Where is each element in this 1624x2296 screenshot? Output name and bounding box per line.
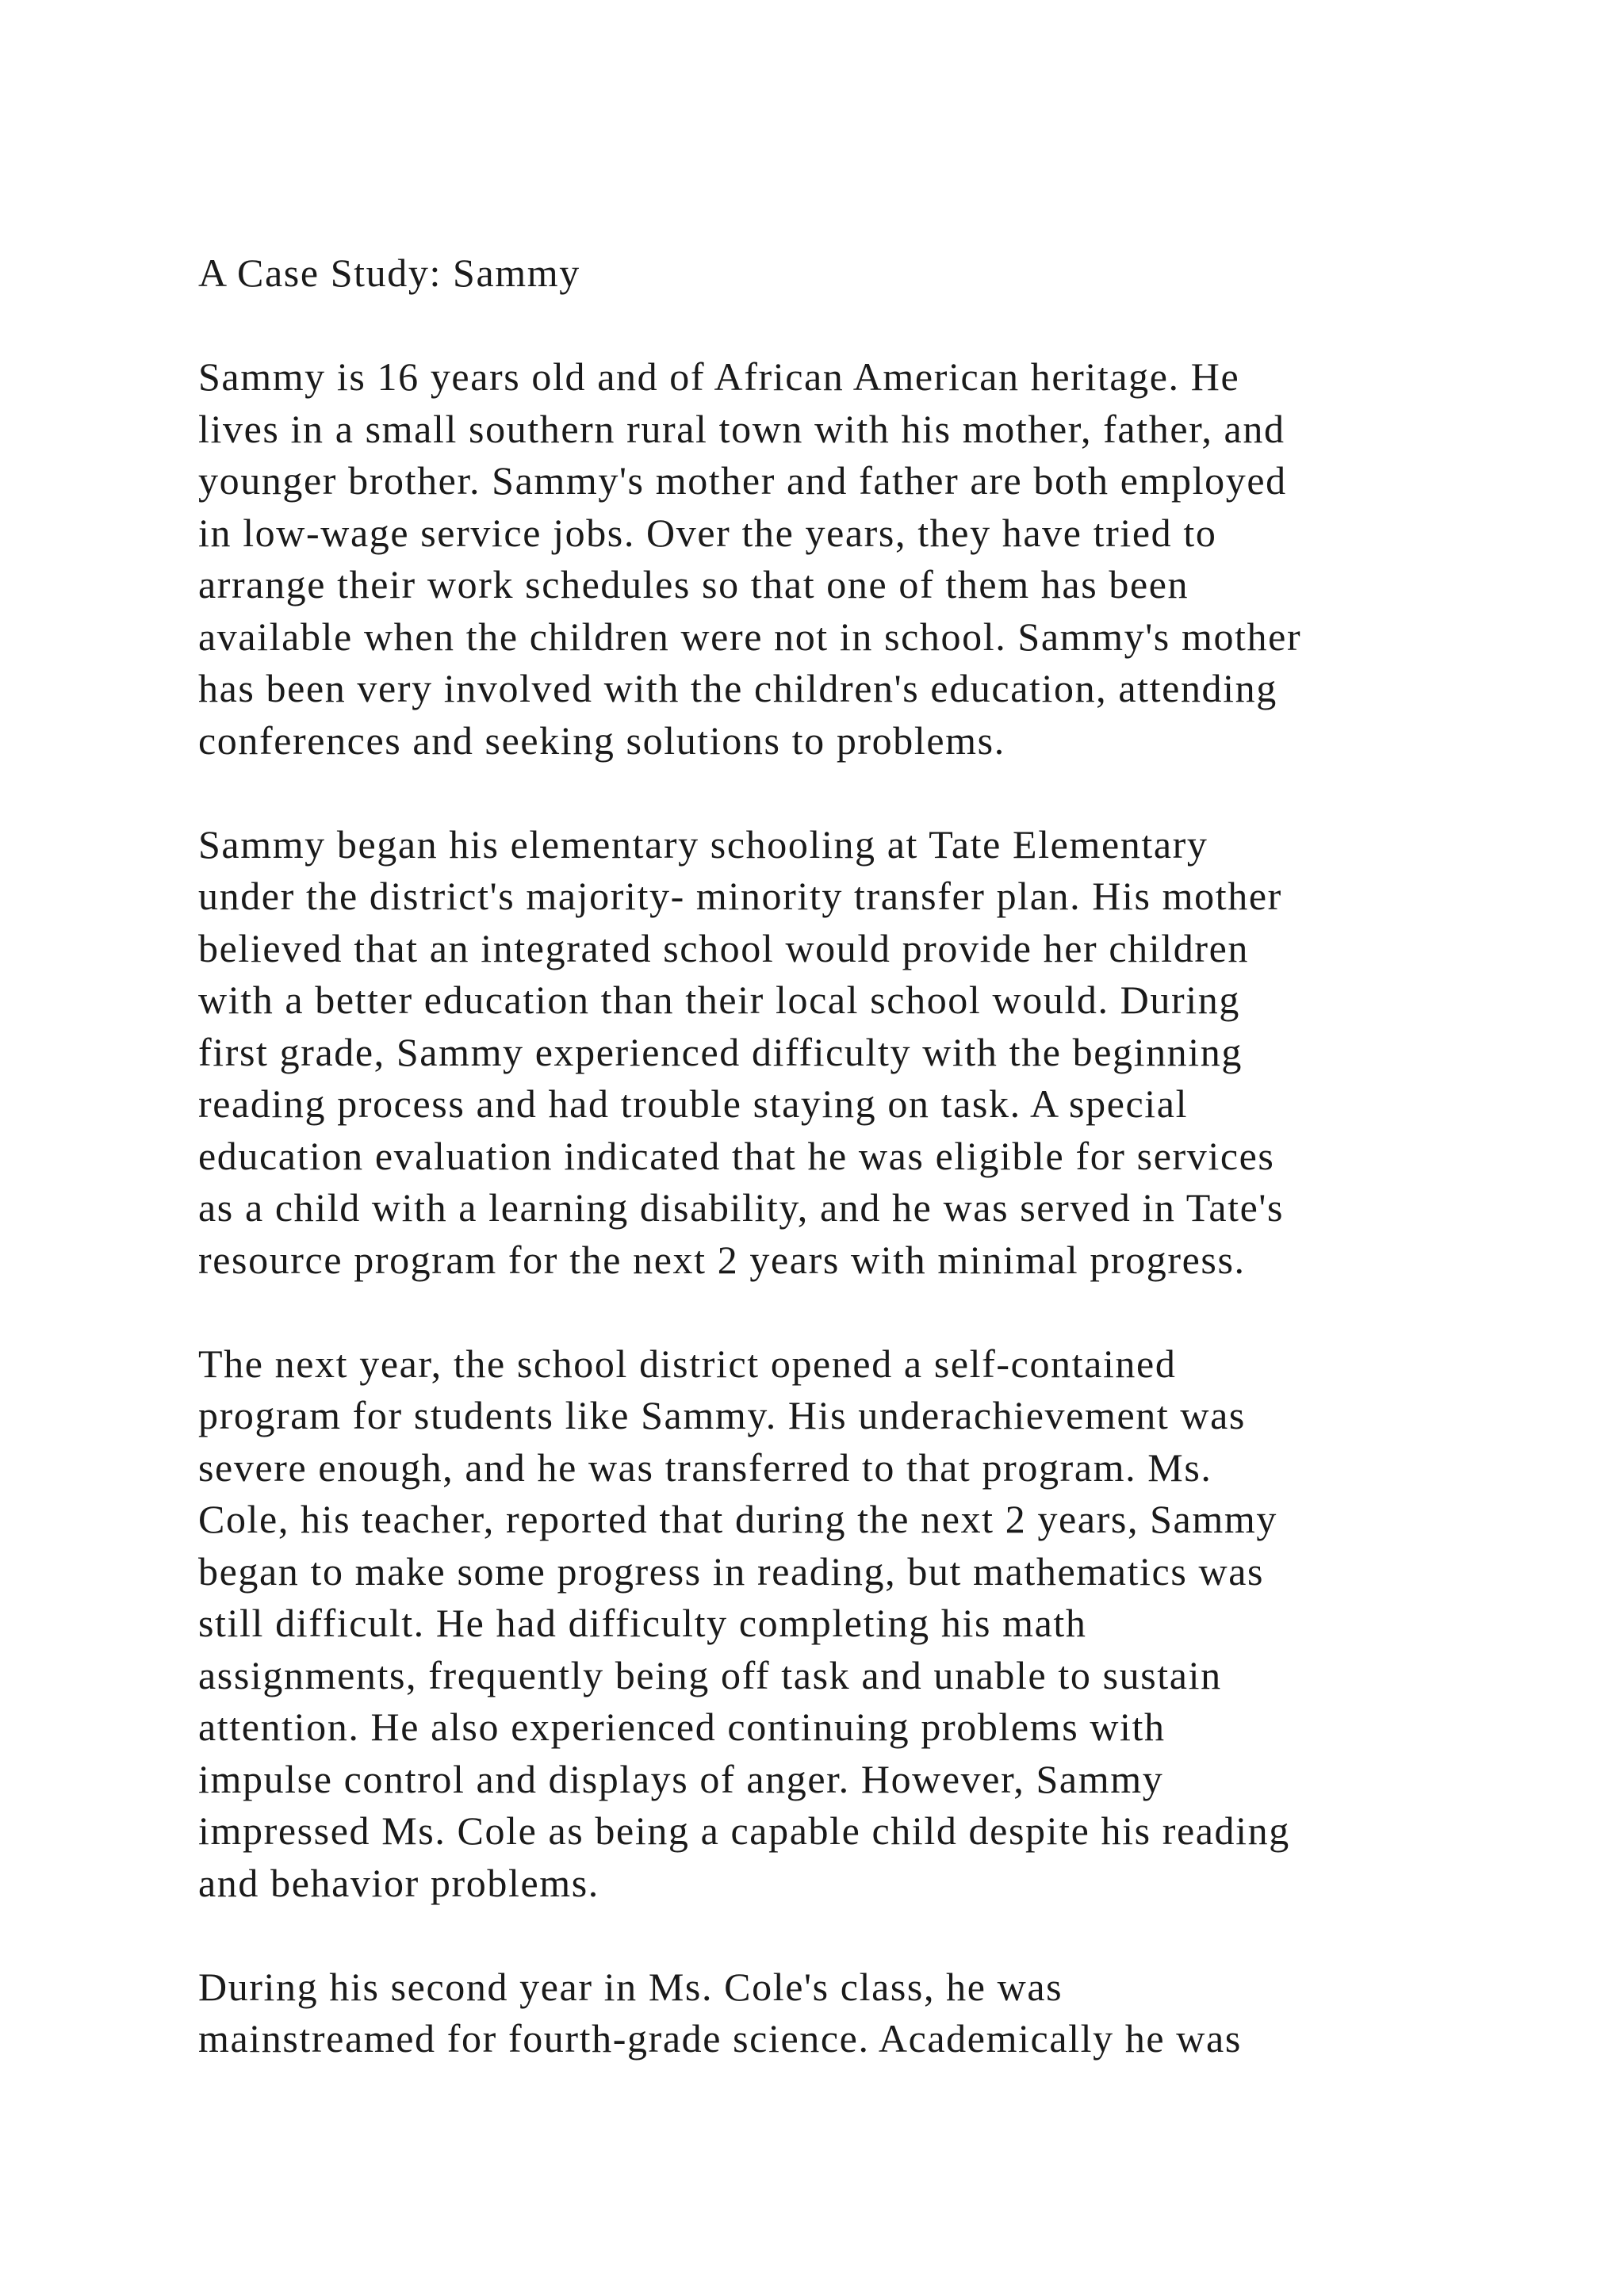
text-line: impulse control and displays of anger. However, Sammy [198,1756,1164,1801]
paragraph-1 [198,351,1467,767]
text-line: with a better education than their local school would. During [198,978,1240,1022]
text-line: assignments, frequently being off task and unable to sustain [198,1652,1222,1697]
text-line: still difficult. He had difficulty completing his math [198,1601,1087,1645]
text-line: resource program for the next 2 years with minimal progress. [198,1237,1246,1282]
text-line: and behavior problems. [198,1860,599,1905]
document-body [198,247,1467,2065]
paragraph-spacer [198,767,1467,819]
text-line: available when the children were not in school. Sammy's mother [198,614,1302,659]
text-line: attention. He also experienced continuing problems with [198,1705,1166,1749]
text-line: first grade, Sammy experienced difficulty with the beginning [198,1029,1243,1074]
paragraph-spacer [198,1909,1467,1961]
text-line: program for students like Sammy. His underachievement was [198,1393,1246,1437]
text-line: mainstreamed for fourth-grade science. Academically he was [198,2016,1242,2061]
text-line: younger brother. Sammy's mother and father are both employed [198,458,1287,503]
text-line: arrange their work schedules so that one of them has been [198,562,1189,607]
text-line: in low-wage service jobs. Over the years, they have tried to [198,510,1217,555]
text-line: believed that an integrated school would provide her children [198,925,1249,970]
text-line: as a child with a learning disability, and he was served in Tate's [198,1185,1285,1230]
text-line: reading process and had trouble staying on task. A special [198,1081,1189,1126]
text-line: During his second year in Ms. Cole's class, he was [198,1964,1063,2009]
text-line: began to make some progress in reading, but mathematics was [198,1548,1265,1594]
text-line: Sammy began his elementary schooling at Tate Elementary [198,821,1208,867]
text-line: education evaluation indicated that he was eligible for services [198,1133,1275,1178]
text-line: conferences and seeking solutions to problems. [198,718,1005,763]
text-line: lives in a small southern rural town with his mother, father, and [198,406,1285,451]
paragraph-spacer [198,1286,1467,1338]
paragraph-spacer [198,300,1467,352]
text-line: Cole, his teacher, reported that during the next 2 years, Sammy [198,1497,1277,1541]
document-title: A Case Study: Sammy [198,251,580,295]
paragraph-2 [198,819,1467,1287]
text-line: impressed Ms. Cole as being a capable child despite his reading [198,1808,1290,1853]
text-line: The next year, the school district opened a self-contained [198,1341,1177,1386]
paragraph-3 [198,1338,1467,1910]
paragraph-4 [198,1961,1467,2065]
text-line: Sammy is 16 years old and of African American heritage. He [198,354,1240,399]
text-line: severe enough, and he was transferred to that program. Ms. [198,1445,1212,1490]
text-line: has been very involved with the children's education, attending [198,666,1277,710]
text-line: under the district's majority- minority transfer plan. His mother [198,874,1282,918]
